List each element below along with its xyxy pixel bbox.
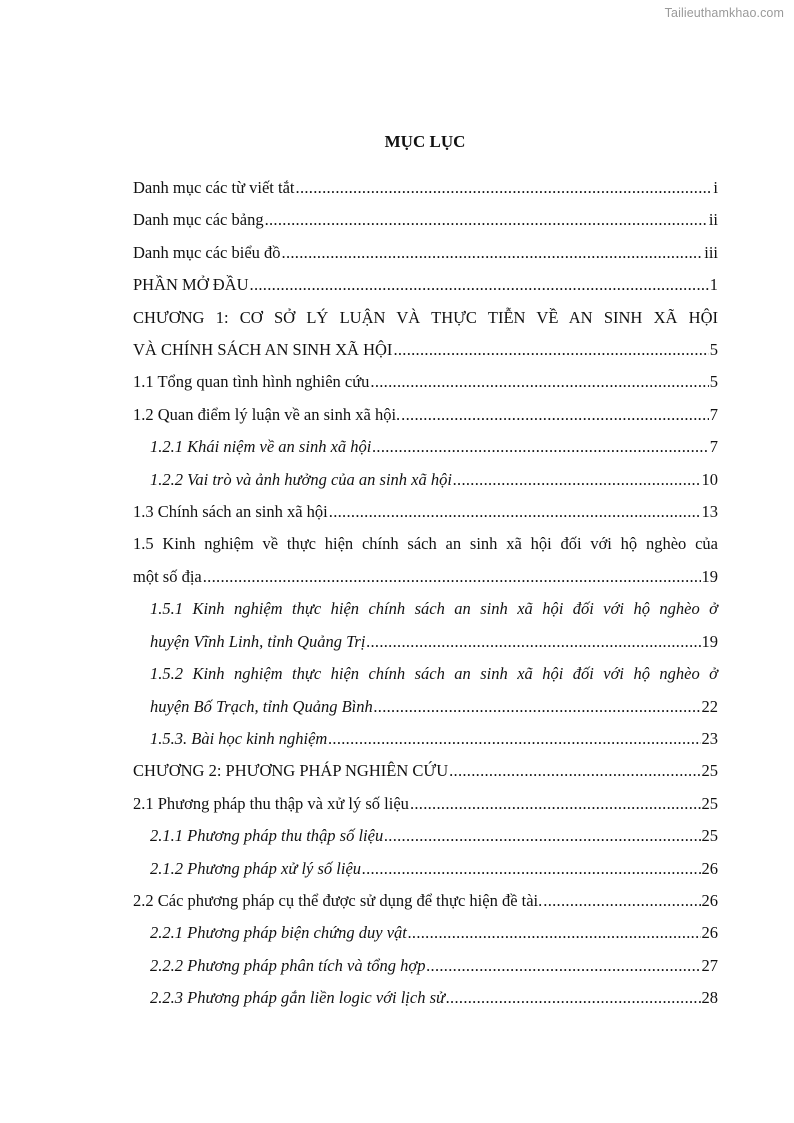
toc-page-number: 25: [701, 826, 718, 846]
dot-leader: [362, 853, 700, 885]
toc-entry-text: 2.2.2 Phương pháp phân tích và tổng hợp: [150, 955, 426, 975]
dot-leader: [328, 723, 700, 755]
toc-entry[interactable]: [133, 885, 718, 917]
toc-entry[interactable]: [133, 496, 718, 528]
toc-entry-text: 1.3 Chính sách an sinh xã hội: [133, 502, 328, 522]
dot-leader: [446, 982, 701, 1014]
dot-leader: [372, 431, 708, 463]
dot-leader: [374, 691, 701, 723]
toc-entry-text: Danh mục các bảng: [133, 210, 264, 230]
toc-subentry[interactable]: [133, 950, 718, 982]
toc-entry-text-line1: 1.5.2 Kinh nghiệm thực hiện chính sách an sinh xã hội đối với hộ nghèo ở: [150, 664, 718, 684]
toc-page-number: iii: [704, 242, 718, 262]
toc-page-number: 10: [701, 469, 718, 489]
toc-page-number: 1: [709, 275, 718, 295]
toc-entry[interactable]: [133, 204, 718, 236]
toc-entry-chapter-1[interactable]: [133, 302, 718, 367]
toc-page-number: 5: [709, 372, 718, 392]
table-of-contents: [133, 172, 718, 1015]
dot-leader: [543, 885, 700, 917]
toc-entry-text: 1.2 Quan điểm lý luận về an sinh xã hội.: [133, 404, 401, 424]
toc-entry-text: Danh mục các từ viết tắt: [133, 178, 295, 197]
toc-page-number: 28: [701, 988, 718, 1008]
toc-entry-text: 2.1 Phương pháp thu thập và xử lý số liệu: [133, 793, 409, 813]
toc-entry-text: 1.5.3. Bài học kinh nghiệm: [150, 728, 328, 748]
toc-entry-text-line1: 1.5 Kinh nghiệm về thực hiện chính sách an sinh xã hội đối với hộ nghèo của: [133, 534, 718, 554]
toc-entry-text-line1: CHƯƠNG 1: CƠ SỞ LÝ LUẬN VÀ THỰC TIỄN VỀ AN SINH XÃ HỘI: [133, 307, 718, 327]
toc-entry-text: huyện Vĩnh Linh, tỉnh Quảng Trị: [150, 631, 366, 651]
toc-entry-text: PHẦN MỞ ĐẦU: [133, 275, 249, 295]
toc-subentry[interactable]: [133, 658, 718, 723]
toc-subentry[interactable]: [133, 820, 718, 852]
toc-entry-text: CHƯƠNG 2: PHƯƠNG PHÁP NGHIÊN CỨU: [133, 761, 449, 781]
toc-entry[interactable]: [133, 237, 718, 269]
page-title: MỤC LỤC: [384, 132, 466, 151]
toc-entry[interactable]: [133, 269, 718, 301]
watermark-text: Tailieuthamkhao.com: [664, 6, 784, 20]
toc-page-number: 23: [701, 728, 718, 748]
dot-leader: [282, 237, 704, 269]
toc-entry-chapter-2[interactable]: [133, 755, 718, 787]
dot-leader: [410, 788, 701, 820]
dot-leader: [426, 950, 700, 982]
dot-leader: [408, 917, 701, 949]
toc-subentry[interactable]: [133, 431, 718, 463]
toc-page-number: 22: [701, 696, 718, 716]
toc-page-number: i: [713, 178, 718, 197]
toc-subentry[interactable]: [133, 917, 718, 949]
toc-entry-text: 2.2.1 Phương pháp biện chứng duy vật: [150, 923, 407, 943]
toc-page-number: 26: [701, 858, 718, 878]
toc-subentry[interactable]: [133, 464, 718, 496]
dot-leader: [449, 755, 700, 787]
toc-entry-text: 1.2.1 Khái niệm về an sinh xã hội: [150, 437, 372, 457]
toc-subentry[interactable]: [133, 853, 718, 885]
toc-entry-text: huyện Bố Trạch, tỉnh Quảng Bình: [150, 696, 373, 716]
toc-page-number: 13: [701, 502, 718, 522]
toc-page-number: 27: [701, 955, 718, 975]
dot-leader: [393, 334, 708, 366]
toc-entry-text: VÀ CHÍNH SÁCH AN SINH XÃ HỘI: [133, 340, 393, 360]
toc-entry[interactable]: [133, 399, 718, 431]
toc-entry-text: một số địa: [133, 566, 202, 586]
toc-page-number: 19: [701, 631, 718, 651]
toc-page-number: 25: [701, 793, 718, 813]
toc-entry[interactable]: [133, 366, 718, 398]
toc-page-number: 7: [709, 437, 718, 457]
toc-entry-text: 1.1 Tổng quan tình hình nghiên cứu: [133, 372, 370, 392]
toc-entry[interactable]: [133, 528, 718, 593]
toc-page-number: 26: [701, 923, 718, 943]
dot-leader: [296, 172, 713, 204]
dot-leader: [384, 820, 700, 852]
toc-entry-text: 2.2.3 Phương pháp gắn liền logic với lịch sử: [150, 988, 445, 1008]
toc-page-number: 26: [701, 890, 718, 910]
dot-leader: [401, 399, 709, 431]
dot-leader: [203, 561, 701, 593]
toc-entry-text-line1: 1.5.1 Kinh nghiệm thực hiện chính sách an sinh xã hội đối với hộ nghèo ở: [150, 599, 718, 619]
dot-leader: [370, 366, 708, 398]
toc-entry-text: Danh mục các biểu đồ: [133, 242, 281, 262]
toc-page-number: ii: [708, 210, 718, 230]
toc-subentry[interactable]: [133, 593, 718, 658]
toc-entry-text: 1.2.2 Vai trò và ảnh hưởng của an sinh xã hội: [150, 469, 452, 489]
toc-page-number: 5: [709, 340, 718, 360]
dot-leader: [329, 496, 701, 528]
toc-entry[interactable]: [133, 172, 718, 204]
dot-leader: [366, 626, 700, 658]
toc-page-number: 7: [709, 404, 718, 424]
toc-entry[interactable]: [133, 788, 718, 820]
toc-subentry[interactable]: [133, 982, 718, 1014]
dot-leader: [265, 204, 708, 236]
dot-leader: [453, 464, 701, 496]
toc-page-number: 19: [701, 566, 718, 586]
toc-subentry[interactable]: [133, 723, 718, 755]
toc-entry-text: 2.2 Các phương pháp cụ thể được sử dụng để thực hiện đề tài.: [133, 890, 543, 910]
toc-entry-text: 2.1.2 Phương pháp xử lý số liệu: [150, 858, 362, 878]
toc-entry-text: 2.1.1 Phương pháp thu thập số liệu: [150, 826, 384, 846]
dot-leader: [250, 269, 709, 301]
toc-page-number: 25: [701, 761, 718, 781]
